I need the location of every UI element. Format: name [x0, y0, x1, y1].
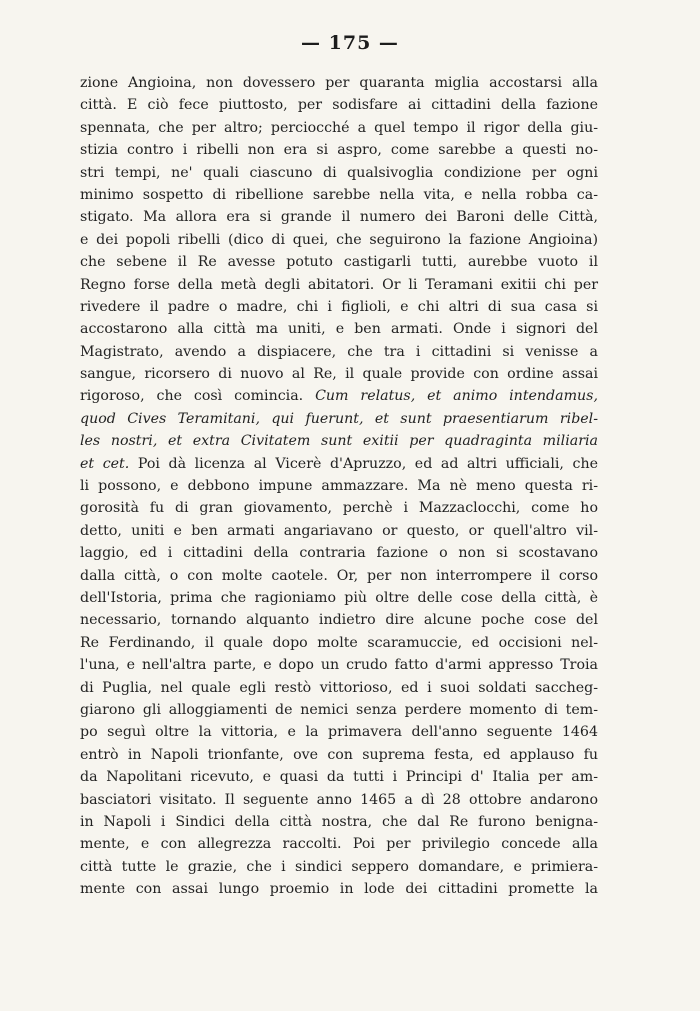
- text-segment: rivedere il padre o madre, chi i figlioli, e chi altri di sua casa si: [80, 298, 598, 315]
- text-segment: mente con assai lungo proemio in lode dei cittadini promette la: [80, 881, 598, 898]
- text-segment: entrò in Napoli trionfante, ove con suprema festa, ed applauso fu: [80, 746, 598, 763]
- text-line: [80, 385, 598, 407]
- text-segment: mente, e con allegrezza raccolti. Poi per privilegio concede alla: [80, 836, 598, 853]
- text-line: [80, 162, 598, 184]
- latin-quote-segment: Cum relatus, et animo intendamus,: [315, 388, 598, 405]
- text-segment: gorosità fu di gran giovamento, perchè i Mazzaclocchi, come ho: [80, 500, 598, 517]
- text-line: [80, 341, 598, 363]
- text-line: [80, 766, 598, 788]
- text-line: [80, 587, 598, 609]
- text-segment: stigato. Ma allora era si grande il numero dei Baroni delle Città,: [80, 209, 598, 226]
- text-segment: detto, uniti e ben armati angariavano or questo, or quell'altro vil-: [80, 522, 598, 539]
- text-line: [80, 789, 598, 811]
- text-line: [80, 117, 598, 139]
- text-line: [80, 497, 598, 519]
- text-segment: in Napoli i Sindici della città nostra, che dal Re furono benigna-: [80, 813, 598, 830]
- text-line: [80, 251, 598, 273]
- text-line: [80, 318, 598, 340]
- text-line: [80, 408, 598, 430]
- text-line: [80, 632, 598, 654]
- text-segment: basciatori visitato. Il seguente anno 1465 a dì 28 ottobre andarono: [80, 791, 598, 808]
- text-segment: laggio, ed i cittadini della contraria fazione o non si scostavano: [80, 545, 598, 562]
- text-line: [80, 520, 598, 542]
- text-line: [80, 296, 598, 318]
- text-line: [80, 565, 598, 587]
- text-segment: Regno forse della metà degli abitatori. Or li Teramani exitii chi per: [80, 276, 598, 293]
- text-segment: città. E ciò fece piuttosto, per sodisfare ai cittadini della fazione: [80, 97, 598, 114]
- text-line: [80, 184, 598, 206]
- latin-quote-segment: les nostri, et extra Civitatem sunt exitii per quadraginta miliaria: [80, 433, 598, 450]
- text-segment: Poi dà licenza al Vicerè d'Apruzzo, ed ad altri ufficiali, che: [129, 455, 598, 472]
- text-segment: rigoroso, che così comincia.: [80, 388, 316, 405]
- text-segment: da Napolitani ricevuto, e quasi da tutti i Principi d' Italia per am-: [80, 769, 598, 786]
- text-segment: necessario, tornando alquanto indietro dire alcune poche cose del: [80, 612, 598, 629]
- page-number-header: — 175 —: [301, 32, 399, 54]
- text-segment: dell'Istoria, prima che ragioniamo più oltre delle cose della città, è: [80, 589, 598, 606]
- text-segment: giarono gli alloggiamenti de nemici senza perdere momento di tem-: [80, 701, 598, 718]
- text-line: [80, 699, 598, 721]
- text-segment: di Puglia, nel quale egli restò vittorioso, ed i suoi soldati saccheg-: [80, 679, 598, 696]
- text-line: [80, 139, 598, 161]
- text-line: [80, 542, 598, 564]
- text-line: [80, 453, 598, 475]
- text-line: [80, 475, 598, 497]
- text-segment: sangue, ricorsero di nuovo al Re, il quale provide con ordine assai: [80, 366, 598, 383]
- text-line: [80, 833, 598, 855]
- text-segment: e dei popoli ribelli (dico di quei, che seguirono la fazione Angioina): [80, 231, 598, 248]
- text-segment: spennata, che per altro; perciocché a quel tempo il rigor della giu-: [80, 119, 598, 136]
- latin-quote-segment: quod Cives Teramitani, qui fuerunt, et sunt praesentiarum ribel-: [80, 410, 598, 427]
- text-segment: stri tempi, ne' quali ciascuno di qualsivoglia condizione per ogni: [80, 164, 598, 181]
- text-line: [80, 878, 598, 900]
- text-segment: dalla città, o con molte caotele. Or, per non interrompere il corso: [80, 567, 598, 584]
- text-segment: minimo sospetto di ribellione sarebbe nella vita, e nella robba ca-: [80, 186, 598, 203]
- text-line: [80, 274, 598, 296]
- text-segment: l'una, e nell'altra parte, e dopo un crudo fatto d'armi appresso Troia: [80, 657, 598, 674]
- text-line: [80, 430, 598, 452]
- text-line: [80, 72, 598, 94]
- text-segment: accostarono alla città ma uniti, e ben armati. Onde i signori del: [80, 321, 598, 338]
- text-segment: Re Ferdinando, il quale dopo molte scaramuccie, ed occisioni nel-: [80, 634, 598, 651]
- latin-quote-segment: et cet.: [80, 455, 130, 472]
- text-line: [80, 677, 598, 699]
- body-text: [80, 72, 598, 900]
- text-segment: che sebene il Re avesse potuto castigarli tutti, aurebbe vuoto il: [80, 254, 598, 271]
- text-line: [80, 94, 598, 116]
- text-line: [80, 856, 598, 878]
- text-segment: Magistrato, avendo a dispiacere, che tra i cittadini si venisse a: [80, 343, 598, 360]
- text-segment: po seguì oltre la vittoria, e la primavera dell'anno seguente 1464: [80, 724, 598, 741]
- text-line: [80, 721, 598, 743]
- text-line: [80, 609, 598, 631]
- text-line: [80, 654, 598, 676]
- text-segment: città tutte le grazie, che i sindici seppero domandare, e primiera-: [80, 858, 598, 875]
- text-line: [80, 744, 598, 766]
- text-line: [80, 206, 598, 228]
- text-segment: zione Angioina, non dovessero per quaranta miglia accostarsi alla: [80, 75, 598, 91]
- text-segment: li possono, e debbono impune ammazzare. Ma nè meno questa ri-: [80, 478, 598, 495]
- text-segment: stizia contro i ribelli non era si aspro, come sarebbe a questi no-: [80, 142, 598, 159]
- text-line: [80, 811, 598, 833]
- text-line: [80, 363, 598, 385]
- text-line: [80, 229, 598, 251]
